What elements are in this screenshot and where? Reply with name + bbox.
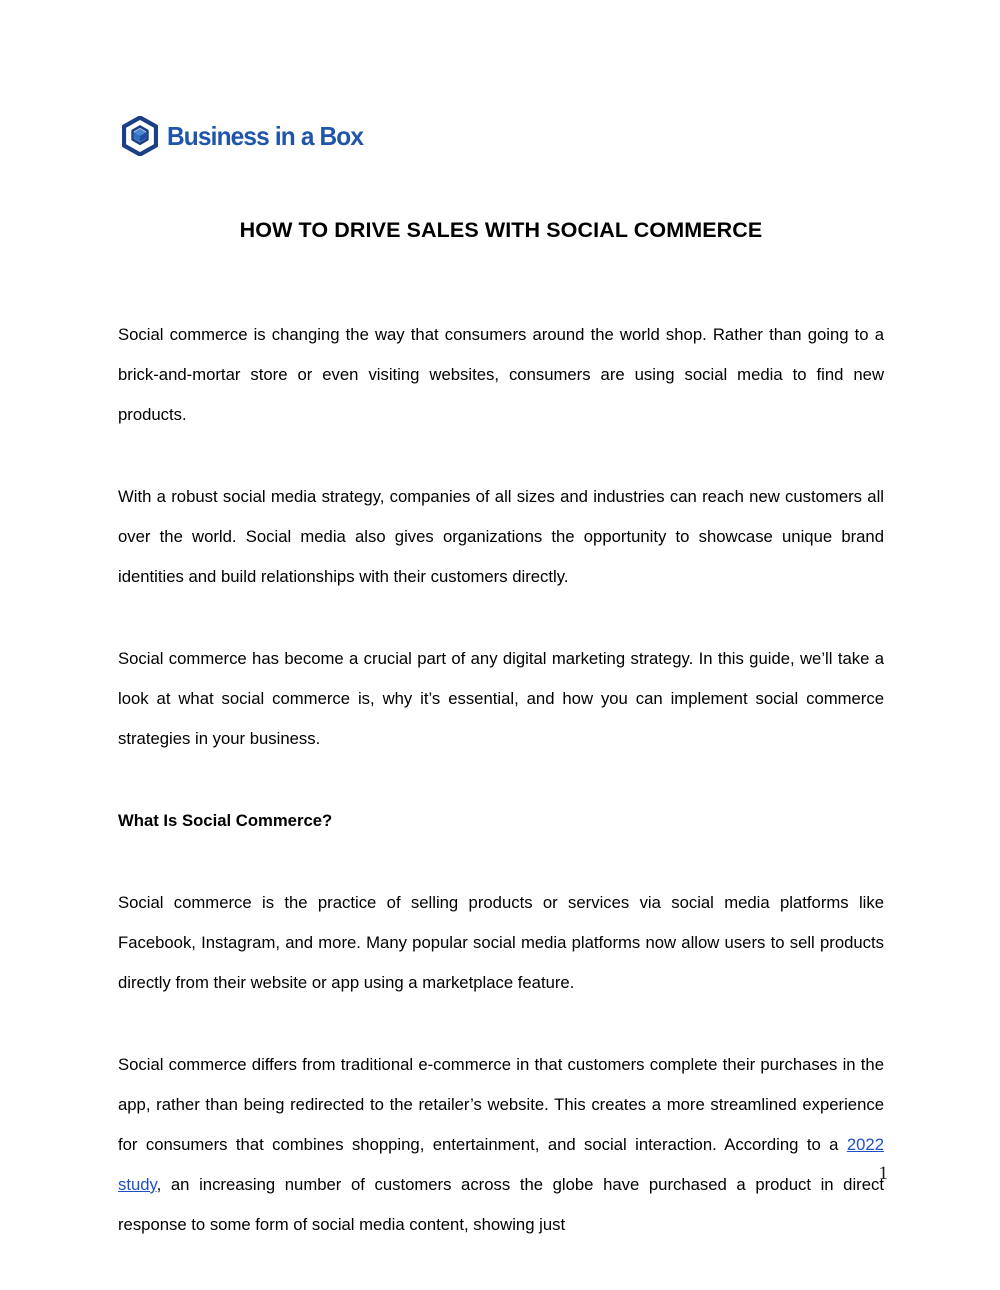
spacer xyxy=(118,759,884,801)
page-number: 1 xyxy=(878,1163,888,1184)
paragraph-guide-overview: Social commerce has become a crucial part of any digital marketing strategy. In this guide, we’ll take a look at what social commerce is, why it’s essential, and how you can implement social commerce strategies in your business. xyxy=(118,649,884,748)
link-2022-study[interactable]: 2022 study xyxy=(118,1135,884,1194)
paragraph-definition: Social commerce is the practice of selling products or services via social media platforms like Facebook, Instagram, and more. Many popular social media platforms now allow users to sell products directly from their website or app using a marketplace feature. xyxy=(118,893,884,992)
spacer xyxy=(118,841,884,883)
section-heading-what-is-social-commerce: What Is Social Commerce? xyxy=(118,811,333,830)
brand-logo[interactable] xyxy=(122,116,376,156)
hexagon-cube-logo-icon xyxy=(122,116,158,156)
document-body xyxy=(118,210,884,1245)
spacer xyxy=(118,1003,884,1045)
paragraph-strategy: With a robust social media strategy, companies of all sizes and industries can reach new customers all over the world. Social media also gives organizations the opportunity to showcase unique brand identities and build relationships with their customers directly. xyxy=(118,487,884,586)
page-title: HOW TO DRIVE SALES WITH SOCIAL COMMERCE xyxy=(239,218,763,242)
spacer xyxy=(118,597,884,639)
paragraph-differences-lead: Social commerce differs from traditional e-commerce in that customers complete their purchases in the app, rather than being redirected to the retailer’s website. This creates a more streamlined experience for consumers that combines shopping, entertainment, and social interaction. According to a xyxy=(118,1055,884,1154)
paragraph-intro: Social commerce is changing the way that consumers around the world shop. Rather than going to a brick-and-mortar store or even visiting websites, consumers are using social media to find new products. xyxy=(118,325,884,424)
brand-name: Business in a Box xyxy=(167,121,364,151)
spacer xyxy=(118,243,884,315)
paragraph-differences xyxy=(118,1045,884,1245)
paragraph-differences-tail: , an increasing number of customers across the globe have purchased a product in direct response to some form of social media content, showing just xyxy=(118,1175,884,1234)
spacer xyxy=(118,435,884,477)
